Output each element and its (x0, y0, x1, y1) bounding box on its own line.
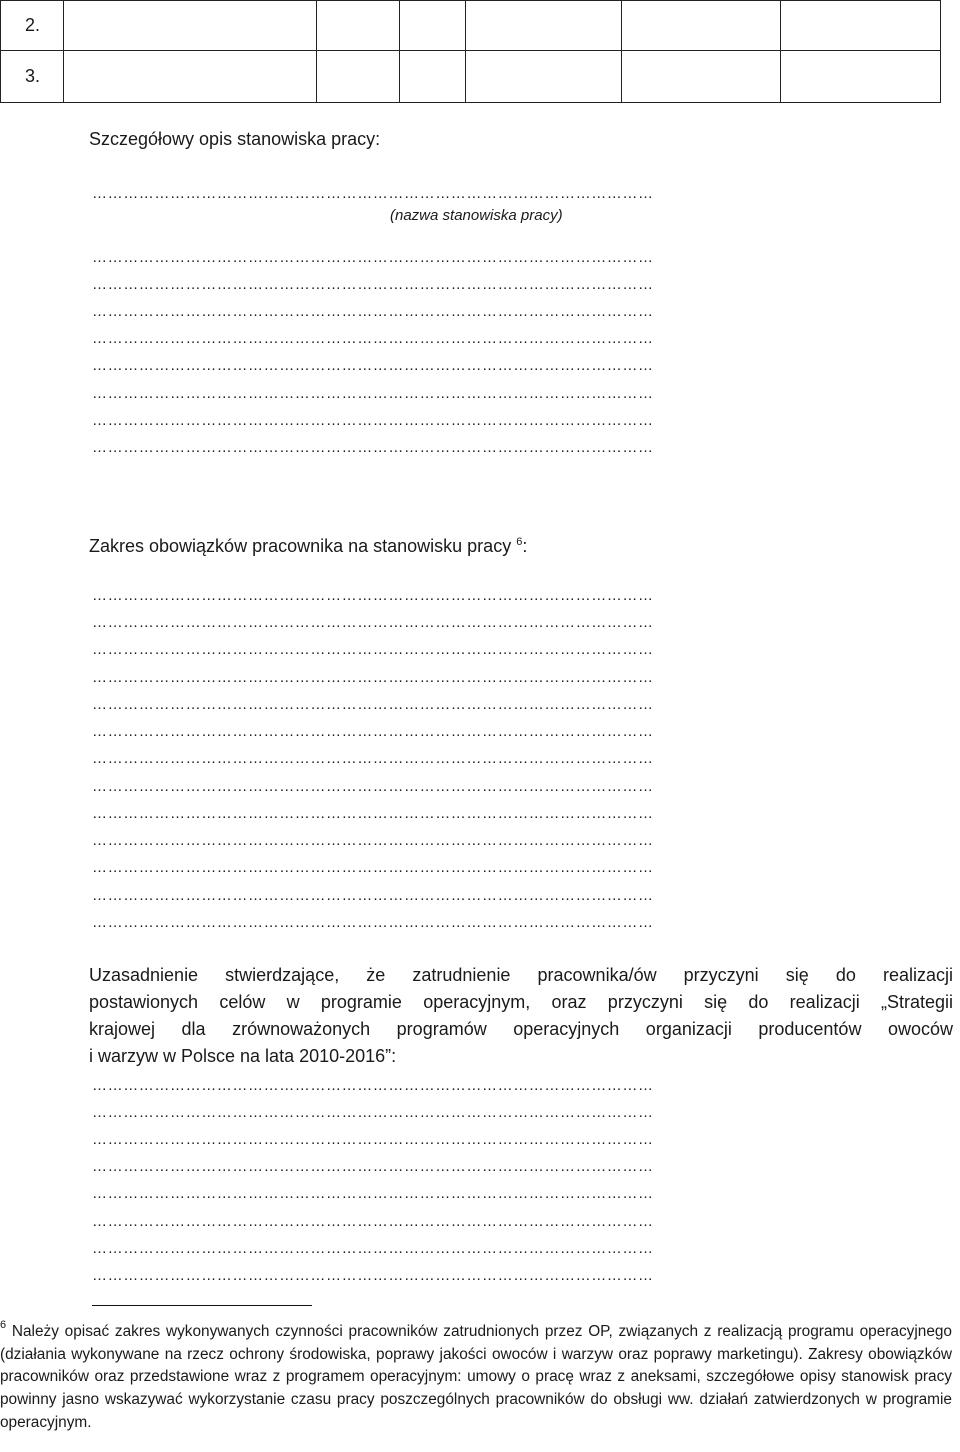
dotted-line: ……………………………………………………………………………………………… (92, 1243, 654, 1255)
table-cell (317, 1, 400, 51)
dotted-line: ……………………………………………………………………………………………… (92, 753, 654, 765)
justification-line: Uzasadnienie stwierdzające, że zatrudnienie pracownika/ów przyczyni się do realizacji (89, 965, 953, 985)
dotted-line: ……………………………………………………………………………………………… (92, 388, 654, 400)
dotted-line: ……………………………………………………………………………………………… (92, 808, 654, 820)
table-cell (400, 1, 466, 51)
job-name-dots: ……………………………………………………………………………………………… (92, 188, 654, 200)
dotted-line: ……………………………………………………………………………………………… (92, 917, 654, 929)
table-cell (400, 51, 466, 103)
dotted-line: ……………………………………………………………………………………………… (92, 1107, 654, 1119)
row-number: 2. (1, 1, 64, 51)
dotted-line: ……………………………………………………………………………………………… (92, 726, 654, 738)
dotted-line: ……………………………………………………………………………………………… (92, 1161, 654, 1173)
dotted-line: ……………………………………………………………………………………………… (92, 699, 654, 711)
justification-line: i warzyw w Polsce na lata 2010-2016”: (89, 1046, 397, 1066)
dotted-line: ……………………………………………………………………………………………… (92, 644, 654, 656)
table-cell (466, 1, 622, 51)
dotted-line: ……………………………………………………………………………………………… (92, 672, 654, 684)
dotted-line: ……………………………………………………………………………………………… (92, 442, 654, 454)
table-cell (781, 1, 941, 51)
justification-paragraph (89, 962, 953, 1070)
dotted-line: ……………………………………………………………………………………………… (92, 781, 654, 793)
dotted-line: ……………………………………………………………………………………………… (92, 333, 654, 345)
dotted-line: ……………………………………………………………………………………………… (92, 279, 654, 291)
dotted-line: ……………………………………………………………………………………………… (92, 1216, 654, 1228)
footnote-separator (92, 1305, 312, 1306)
table-cell (466, 51, 622, 103)
table-cell (781, 51, 941, 103)
duties-heading: Zakres obowiązków pracownika na stanowisku pracy $^6$: (89, 536, 528, 556)
dotted-line: ……………………………………………………………………………………………… (92, 252, 654, 264)
job-name-caption: (nazwa stanowiska pracy) (390, 207, 563, 224)
row-number: 3. (1, 51, 64, 103)
dotted-line: ……………………………………………………………………………………………… (92, 617, 654, 629)
dotted-line: ……………………………………………………………………………………………… (92, 590, 654, 602)
footnote-text: Należy opisać zakres wykonywanych czynności pracowników zatrudnionych przez OP, związanych z realizacją programu operacyjnego (działania wykonywane na rzecz ochrony środowiska, poprawy jakości owoców i warzyw oraz poprawy marketingu). Zakresy obowiązków pracowników oraz przedstawione wraz z programem operacyjnym: umowy o pracę wraz z aneksami, szczegółowe opisy stanowisk pracy powinny jasno wskazywać wykorzystanie czasu pracy poszczególnych pracowników do obsługi ww. działań zatwierdzonych w programie operacyjnym. (0, 1323, 952, 1431)
dotted-line: ……………………………………………………………………………………………… (92, 890, 654, 902)
dotted-line: ……………………………………………………………………………………………… (92, 862, 654, 874)
dotted-line: ……………………………………………………………………………………………… (92, 1134, 654, 1146)
employee-table (0, 0, 941, 103)
table-cell (622, 1, 781, 51)
dotted-line: ……………………………………………………………………………………………… (92, 835, 654, 847)
dotted-line: ……………………………………………………………………………………………… (92, 1080, 654, 1092)
dotted-line: ……………………………………………………………………………………………… (92, 415, 654, 427)
dotted-line: ……………………………………………………………………………………………… (92, 1270, 654, 1282)
table-cell (64, 51, 317, 103)
footnote-marker: 6 (0, 1319, 7, 1331)
table-cell (622, 51, 781, 103)
dotted-line: ……………………………………………………………………………………………… (92, 306, 654, 318)
table-cell (317, 51, 400, 103)
justification-line: postawionych celów w programie operacyjnym, oraz przyczyni się do realizacji „Strategii (89, 992, 953, 1012)
job-description-heading: Szczegółowy opis stanowiska pracy: (89, 129, 381, 149)
dotted-line: ……………………………………………………………………………………………… (92, 360, 654, 372)
dotted-line: ……………………………………………………………………………………………… (92, 1188, 654, 1200)
table-cell (64, 1, 317, 51)
footnote (0, 1316, 952, 1434)
justification-line: krajowej dla zrównoważonych programów operacyjnych organizacji producentów owoców (89, 1019, 953, 1039)
